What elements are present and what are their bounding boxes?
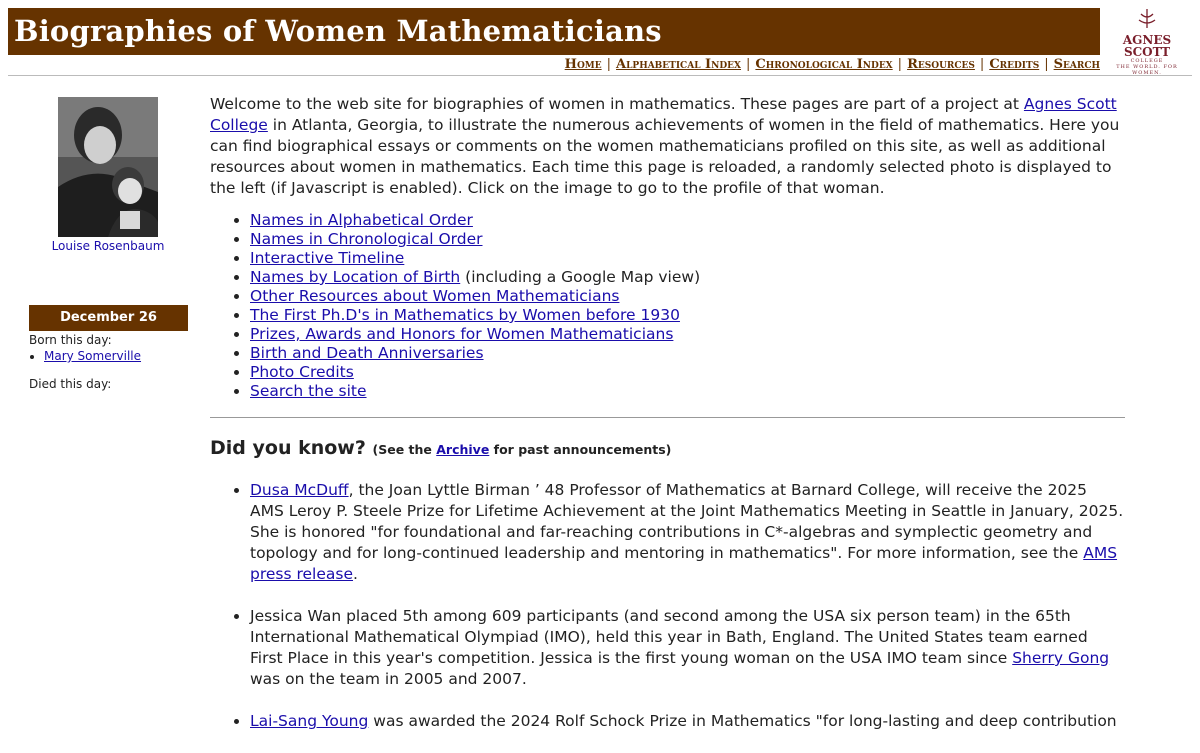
born-label: Born this day: — [29, 333, 112, 347]
dyk-subtitle — [373, 442, 672, 457]
logo-name: AGNES SCOTT — [1122, 33, 1172, 59]
news-person-link[interactable]: Dusa McDuff — [250, 481, 349, 499]
ams-press-link[interactable]: AMS press release — [250, 544, 1118, 583]
link-note: (including a Google Map view) — [460, 268, 701, 286]
news-text: , the Joan Lyttle Birman ’ 48 Professor of Mathematics at Barnard College, will receive the 2025 AMS Leroy P. Steele Prize for Lifetime Achievement at the Joint Mathematics Meeting in Seattle in January, 2025. She is honored "for foundational and far-reaching contributions in C*-algebras and symplectic geometry and topology and for long-continued leadership and mentoring in mathematics". For more information, see the — [250, 481, 1124, 562]
news-text: was on the team in 2005 and 2007. — [250, 670, 527, 688]
nav-credits[interactable]: Credits — [989, 57, 1040, 72]
logo-college: COLLEGE — [1130, 58, 1164, 64]
died-label: Died this day: — [29, 377, 112, 391]
nav-separator: | — [606, 57, 612, 72]
nav-separator: | — [897, 57, 903, 72]
list-item — [250, 211, 1125, 230]
header-divider — [8, 75, 1192, 76]
link-timeline[interactable]: Interactive Timeline — [250, 249, 405, 267]
top-nav — [565, 57, 1100, 72]
link-first-phds[interactable]: The First Ph.D's in Mathematics by Women before 1930 — [250, 306, 680, 324]
nav-home[interactable]: Home — [564, 57, 602, 72]
news-item — [250, 480, 1125, 585]
nav-separator: | — [1044, 57, 1049, 72]
list-item — [250, 249, 1125, 268]
born-this-day — [29, 333, 141, 363]
nav-separator: | — [979, 57, 985, 72]
link-location[interactable]: Names by Location of Birth — [250, 268, 461, 286]
intro-paragraph — [210, 94, 1125, 199]
resource-links — [210, 211, 1125, 401]
link-search-site[interactable]: Search the site — [250, 382, 367, 400]
list-item — [250, 325, 1125, 344]
dyk-sub-text-2: for past announcements) — [489, 442, 672, 457]
nav-separator: | — [746, 57, 751, 72]
portrait-photo-icon — [58, 97, 158, 237]
dyk-sub-text-1: (See the — [372, 442, 437, 457]
news-list — [210, 480, 1125, 732]
born-link[interactable]: Mary Somerville — [44, 349, 142, 363]
list-item — [250, 344, 1125, 363]
logo-tagline: THE WORLD. FOR WOMEN. — [1116, 64, 1178, 76]
link-chronological[interactable]: Names in Chronological Order — [250, 230, 483, 248]
nav-chronological-index[interactable]: Chronological Index — [755, 57, 893, 72]
list-item — [250, 287, 1125, 306]
nav-search[interactable]: Search — [1053, 57, 1100, 72]
intro-text-2: in Atlanta, Georgia, to illustrate the numerous achievements of women in the field of mathematics. Here you can find biographical essays or comments on the women mathematicians profiled on this site, as well as additional resources about women in mathematics. Each time this page is reloaded, a randomly selected photo is displayed to the left (if Javascript is enabled). Click on the image to go to the profile of that woman. — [210, 116, 1120, 197]
list-item — [250, 382, 1125, 401]
news-item — [250, 606, 1125, 690]
link-photo-credits[interactable]: Photo Credits — [250, 363, 354, 381]
born-list — [29, 349, 141, 363]
agnes-scott-link[interactable]: Agnes Scott College — [210, 95, 1117, 134]
link-other-resources[interactable]: Other Resources about Women Mathematicians — [250, 287, 620, 305]
list-item — [250, 363, 1125, 382]
news-item — [250, 711, 1125, 732]
list-item — [250, 268, 1125, 287]
link-prizes[interactable]: Prizes, Awards and Honors for Women Mathematicians — [250, 325, 674, 343]
featured-photo[interactable] — [58, 97, 158, 237]
did-you-know-heading — [210, 438, 1125, 460]
section-divider — [210, 417, 1125, 418]
news-text: . — [353, 565, 358, 583]
list-item — [44, 349, 141, 363]
photo-caption-link[interactable]: Louise Rosenbaum — [51, 239, 165, 253]
link-alphabetical[interactable]: Names in Alphabetical Order — [250, 211, 473, 229]
news-person-link[interactable]: Lai-Sang Young — [250, 712, 369, 730]
news-text: was awarded the 2024 Rolf Schock Prize in Mathematics "for long-lasting and deep contribution — [368, 712, 1117, 730]
site-title: Biographies of Women Mathematicians — [14, 14, 662, 48]
link-anniversaries[interactable]: Birth and Death Anniversaries — [250, 344, 484, 362]
list-item — [250, 230, 1125, 249]
nav-alphabetical-index[interactable]: Alphabetical Index — [616, 57, 742, 72]
agnes-scott-logo[interactable] — [1102, 8, 1192, 76]
photo-caption — [30, 239, 186, 253]
dyk-title: Did you know? — [210, 437, 366, 459]
news-person-link[interactable]: Sherry Gong — [1012, 649, 1110, 667]
nav-resources[interactable]: Resources — [907, 57, 975, 72]
archive-link[interactable]: Archive — [436, 442, 490, 457]
logo-mark-icon — [1135, 8, 1159, 30]
news-text: Jessica Wan placed 5th among 609 participants (and second among the USA six person team) in the 65th International Mathematical Olympiad (IMO), held this year in Bath, England. The United States team earned First Place in this year's competition. Jessica is the first young woman on the USA IMO team since — [250, 607, 1088, 667]
main-content — [210, 94, 1125, 753]
list-item — [250, 306, 1125, 325]
site-banner — [8, 8, 1100, 55]
today-date: December 26 — [29, 305, 188, 331]
intro-text-1: Welcome to the web site for biographies of women in mathematics. These pages are part of a project at — [210, 95, 1024, 113]
